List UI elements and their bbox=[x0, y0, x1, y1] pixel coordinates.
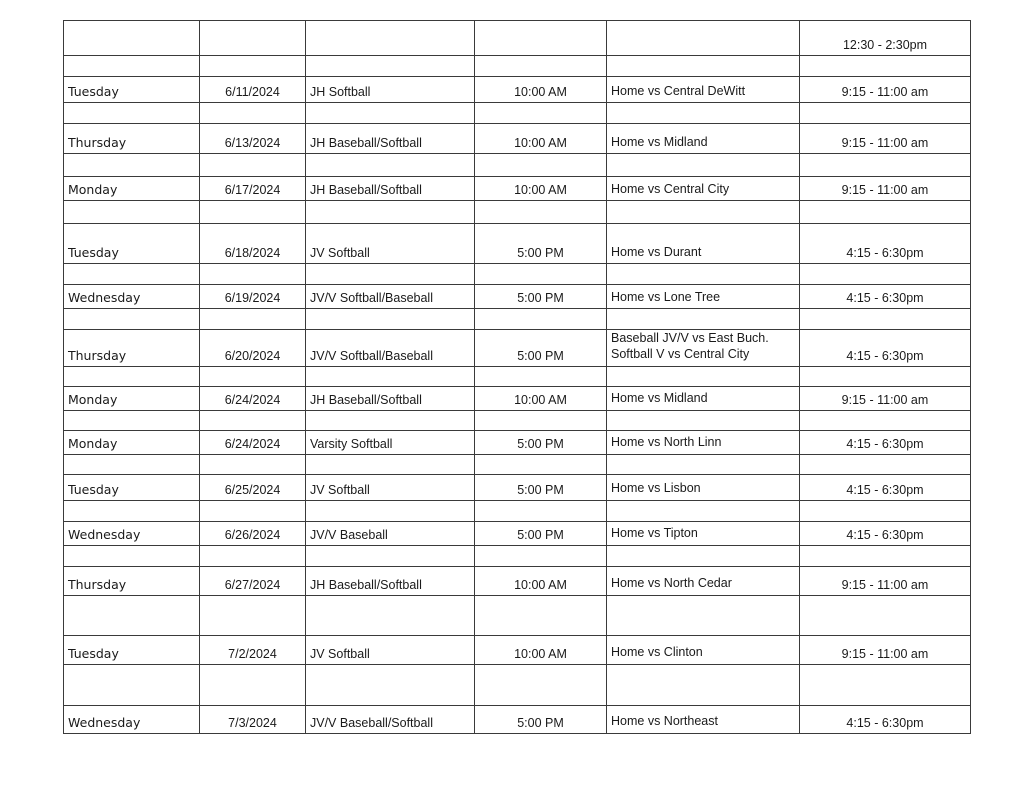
spacer-row bbox=[64, 454, 971, 474]
spacer-cell bbox=[200, 56, 306, 77]
event-cell: JH Softball bbox=[306, 77, 475, 103]
day-cell: Tuesday bbox=[64, 635, 200, 664]
spacer-cell bbox=[64, 56, 200, 77]
date-cell: 6/25/2024 bbox=[200, 474, 306, 500]
time-cell: 10:00 AM bbox=[475, 566, 607, 595]
spacer-cell bbox=[475, 309, 607, 330]
spacer-cell bbox=[475, 201, 607, 224]
opponent-line: Baseball JV/V vs East Buch. bbox=[611, 331, 769, 345]
spacer-cell bbox=[306, 410, 475, 430]
spacer-cell bbox=[475, 595, 607, 635]
spacer-cell bbox=[800, 366, 971, 386]
hours-cell: 9:15 - 11:00 am bbox=[800, 124, 971, 154]
time-cell: 10:00 AM bbox=[475, 124, 607, 154]
opponent-cell bbox=[607, 430, 800, 454]
spacer-row bbox=[64, 201, 971, 224]
header-date-cell bbox=[200, 21, 306, 56]
time-cell: 10:00 AM bbox=[475, 635, 607, 664]
spacer-cell bbox=[306, 595, 475, 635]
hours-cell: 4:15 - 6:30pm bbox=[800, 430, 971, 454]
date-cell: 6/24/2024 bbox=[200, 430, 306, 454]
spacer-cell bbox=[64, 103, 200, 124]
spacer-cell bbox=[306, 454, 475, 474]
spacer-cell bbox=[475, 545, 607, 566]
header-row bbox=[64, 21, 971, 56]
spacer-cell bbox=[607, 56, 800, 77]
spacer-cell bbox=[200, 500, 306, 521]
spacer-cell bbox=[607, 545, 800, 566]
spacer-cell bbox=[475, 500, 607, 521]
day-cell: Thursday bbox=[64, 124, 200, 154]
game-row bbox=[64, 430, 971, 454]
spacer-cell bbox=[800, 56, 971, 77]
date-cell: 6/20/2024 bbox=[200, 330, 306, 367]
spacer-row bbox=[64, 545, 971, 566]
spacer-cell bbox=[200, 201, 306, 224]
opponent-line: Home vs Central City bbox=[611, 181, 730, 196]
game-row bbox=[64, 330, 971, 367]
spacer-cell bbox=[475, 264, 607, 285]
spacer-cell bbox=[64, 664, 200, 705]
spacer-cell bbox=[200, 154, 306, 177]
hours-cell: 9:15 - 11:00 am bbox=[800, 77, 971, 103]
opponent-line: Home vs Tipton bbox=[611, 526, 698, 541]
opponent-line: Home vs Lisbon bbox=[611, 481, 701, 496]
spacer-row bbox=[64, 103, 971, 124]
date-cell: 6/13/2024 bbox=[200, 124, 306, 154]
spacer-cell bbox=[607, 366, 800, 386]
event-cell: JH Baseball/Softball bbox=[306, 177, 475, 201]
spacer-cell bbox=[475, 366, 607, 386]
time-cell: 5:00 PM bbox=[475, 330, 607, 367]
spacer-cell bbox=[800, 454, 971, 474]
hours-cell: 4:15 - 6:30pm bbox=[800, 285, 971, 309]
event-cell: JV/V Baseball/Softball bbox=[306, 705, 475, 733]
hours-cell: 9:15 - 11:00 am bbox=[800, 566, 971, 595]
spacer-cell bbox=[475, 154, 607, 177]
opponent-cell bbox=[607, 285, 800, 309]
event-cell: Varsity Softball bbox=[306, 430, 475, 454]
spacer-cell bbox=[64, 201, 200, 224]
schedule-table bbox=[63, 20, 971, 734]
hours-cell: 9:15 - 11:00 am bbox=[800, 386, 971, 410]
time-cell: 5:00 PM bbox=[475, 430, 607, 454]
spacer-cell bbox=[607, 309, 800, 330]
game-row bbox=[64, 566, 971, 595]
day-cell: Monday bbox=[64, 430, 200, 454]
spacer-cell bbox=[607, 103, 800, 124]
spacer-cell bbox=[800, 545, 971, 566]
spacer-cell bbox=[800, 103, 971, 124]
spacer-row bbox=[64, 154, 971, 177]
time-cell: 10:00 AM bbox=[475, 177, 607, 201]
opponent-cell bbox=[607, 124, 800, 154]
opponent-line: Home vs Midland bbox=[611, 134, 708, 149]
spacer-cell bbox=[200, 309, 306, 330]
opponent-cell bbox=[607, 566, 800, 595]
spacer-cell bbox=[607, 264, 800, 285]
time-cell: 5:00 PM bbox=[475, 474, 607, 500]
hours-cell: 4:15 - 6:30pm bbox=[800, 474, 971, 500]
spacer-cell bbox=[607, 595, 800, 635]
event-cell: JH Baseball/Softball bbox=[306, 124, 475, 154]
spacer-cell bbox=[475, 410, 607, 430]
event-cell: JH Baseball/Softball bbox=[306, 386, 475, 410]
game-row bbox=[64, 521, 971, 545]
spacer-cell bbox=[200, 264, 306, 285]
header-opponent-cell bbox=[607, 21, 800, 56]
spacer-cell bbox=[607, 500, 800, 521]
spacer-cell bbox=[306, 103, 475, 124]
spacer-cell bbox=[306, 56, 475, 77]
spacer-cell bbox=[200, 545, 306, 566]
event-cell: JV/V Baseball bbox=[306, 521, 475, 545]
game-row bbox=[64, 386, 971, 410]
day-cell: Wednesday bbox=[64, 521, 200, 545]
spacer-cell bbox=[306, 545, 475, 566]
spacer-cell bbox=[306, 201, 475, 224]
spacer-cell bbox=[306, 264, 475, 285]
hours-cell: 4:15 - 6:30pm bbox=[800, 705, 971, 733]
spacer-cell bbox=[800, 309, 971, 330]
event-cell: JH Baseball/Softball bbox=[306, 566, 475, 595]
spacer-cell bbox=[475, 664, 607, 705]
spacer-cell bbox=[64, 410, 200, 430]
date-cell: 6/11/2024 bbox=[200, 77, 306, 103]
header-time-cell bbox=[475, 21, 607, 56]
game-row bbox=[64, 705, 971, 733]
date-cell: 6/26/2024 bbox=[200, 521, 306, 545]
spacer-cell bbox=[64, 264, 200, 285]
game-row bbox=[64, 224, 971, 264]
event-cell: JV Softball bbox=[306, 224, 475, 264]
spacer-cell bbox=[306, 664, 475, 705]
spacer-cell bbox=[64, 454, 200, 474]
time-cell: 5:00 PM bbox=[475, 521, 607, 545]
spacer-cell bbox=[800, 664, 971, 705]
hours-cell: 9:15 - 11:00 am bbox=[800, 635, 971, 664]
spacer-cell bbox=[64, 154, 200, 177]
opponent-cell bbox=[607, 330, 800, 367]
day-cell: Tuesday bbox=[64, 224, 200, 264]
time-cell: 10:00 AM bbox=[475, 386, 607, 410]
spacer-cell bbox=[200, 103, 306, 124]
opponent-cell bbox=[607, 77, 800, 103]
opponent-cell bbox=[607, 635, 800, 664]
day-cell: Wednesday bbox=[64, 285, 200, 309]
header-hours-cell: 12:30 - 2:30pm bbox=[800, 21, 971, 56]
day-cell: Thursday bbox=[64, 330, 200, 367]
spacer-row bbox=[64, 264, 971, 285]
opponent-line: Home vs Clinton bbox=[611, 645, 703, 660]
game-row bbox=[64, 124, 971, 154]
date-cell: 6/19/2024 bbox=[200, 285, 306, 309]
opponent-cell bbox=[607, 386, 800, 410]
spacer-cell bbox=[607, 410, 800, 430]
date-cell: 6/27/2024 bbox=[200, 566, 306, 595]
opponent-line: Home vs Midland bbox=[611, 391, 708, 406]
spacer-cell bbox=[475, 454, 607, 474]
spacer-row bbox=[64, 56, 971, 77]
opponent-line: Home vs Lone Tree bbox=[611, 289, 721, 304]
spacer-row bbox=[64, 595, 971, 635]
hours-cell: 9:15 - 11:00 am bbox=[800, 177, 971, 201]
opponent-cell bbox=[607, 224, 800, 264]
spacer-cell bbox=[475, 56, 607, 77]
spacer-cell bbox=[800, 595, 971, 635]
spacer-cell bbox=[607, 154, 800, 177]
date-cell: 6/18/2024 bbox=[200, 224, 306, 264]
spacer-cell bbox=[607, 201, 800, 224]
event-cell: JV/V Softball/Baseball bbox=[306, 285, 475, 309]
hours-cell: 4:15 - 6:30pm bbox=[800, 224, 971, 264]
schedule-body bbox=[64, 21, 971, 734]
spacer-cell bbox=[800, 264, 971, 285]
time-cell: 5:00 PM bbox=[475, 705, 607, 733]
date-cell: 6/17/2024 bbox=[200, 177, 306, 201]
spacer-row bbox=[64, 664, 971, 705]
game-row bbox=[64, 474, 971, 500]
header-event-cell bbox=[306, 21, 475, 56]
opponent-line: Home vs Central DeWitt bbox=[611, 83, 746, 98]
game-row bbox=[64, 77, 971, 103]
hours-cell: 4:15 - 6:30pm bbox=[800, 521, 971, 545]
event-cell: JV Softball bbox=[306, 474, 475, 500]
spacer-cell bbox=[306, 154, 475, 177]
spacer-cell bbox=[64, 545, 200, 566]
opponent-line: Home vs Northeast bbox=[611, 714, 718, 729]
time-cell: 5:00 PM bbox=[475, 285, 607, 309]
opponent-cell bbox=[607, 474, 800, 500]
spacer-cell bbox=[200, 595, 306, 635]
spacer-row bbox=[64, 500, 971, 521]
opponent-cell bbox=[607, 705, 800, 733]
day-cell: Monday bbox=[64, 386, 200, 410]
opponent-cell bbox=[607, 521, 800, 545]
date-cell: 7/2/2024 bbox=[200, 635, 306, 664]
spacer-cell bbox=[200, 366, 306, 386]
opponent-line: Softball V vs Central City bbox=[611, 347, 750, 362]
spacer-row bbox=[64, 309, 971, 330]
event-cell: JV Softball bbox=[306, 635, 475, 664]
day-cell: Thursday bbox=[64, 566, 200, 595]
spacer-cell bbox=[800, 500, 971, 521]
spacer-cell bbox=[64, 500, 200, 521]
game-row bbox=[64, 177, 971, 201]
event-cell: JV/V Softball/Baseball bbox=[306, 330, 475, 367]
game-row bbox=[64, 635, 971, 664]
day-cell: Tuesday bbox=[64, 474, 200, 500]
spacer-cell bbox=[200, 410, 306, 430]
spacer-cell bbox=[607, 664, 800, 705]
date-cell: 6/24/2024 bbox=[200, 386, 306, 410]
spacer-row bbox=[64, 366, 971, 386]
spacer-cell bbox=[200, 664, 306, 705]
opponent-cell bbox=[607, 177, 800, 201]
opponent-line: Home vs North Cedar bbox=[611, 576, 732, 591]
spacer-cell bbox=[64, 595, 200, 635]
spacer-cell bbox=[800, 201, 971, 224]
game-row bbox=[64, 285, 971, 309]
date-cell: 7/3/2024 bbox=[200, 705, 306, 733]
spacer-row bbox=[64, 410, 971, 430]
day-cell: Tuesday bbox=[64, 77, 200, 103]
spacer-cell bbox=[200, 454, 306, 474]
spacer-cell bbox=[800, 154, 971, 177]
spacer-cell bbox=[607, 454, 800, 474]
spacer-cell bbox=[64, 366, 200, 386]
day-cell: Wednesday bbox=[64, 705, 200, 733]
spacer-cell bbox=[306, 309, 475, 330]
opponent-line: Home vs North Linn bbox=[611, 435, 722, 450]
spacer-cell bbox=[64, 309, 200, 330]
spacer-cell bbox=[306, 500, 475, 521]
hours-cell: 4:15 - 6:30pm bbox=[800, 330, 971, 367]
opponent-line: Home vs Durant bbox=[611, 244, 702, 259]
spacer-cell bbox=[800, 410, 971, 430]
day-cell: Monday bbox=[64, 177, 200, 201]
header-day-cell bbox=[64, 21, 200, 56]
spacer-cell bbox=[306, 366, 475, 386]
time-cell: 10:00 AM bbox=[475, 77, 607, 103]
time-cell: 5:00 PM bbox=[475, 224, 607, 264]
spacer-cell bbox=[475, 103, 607, 124]
